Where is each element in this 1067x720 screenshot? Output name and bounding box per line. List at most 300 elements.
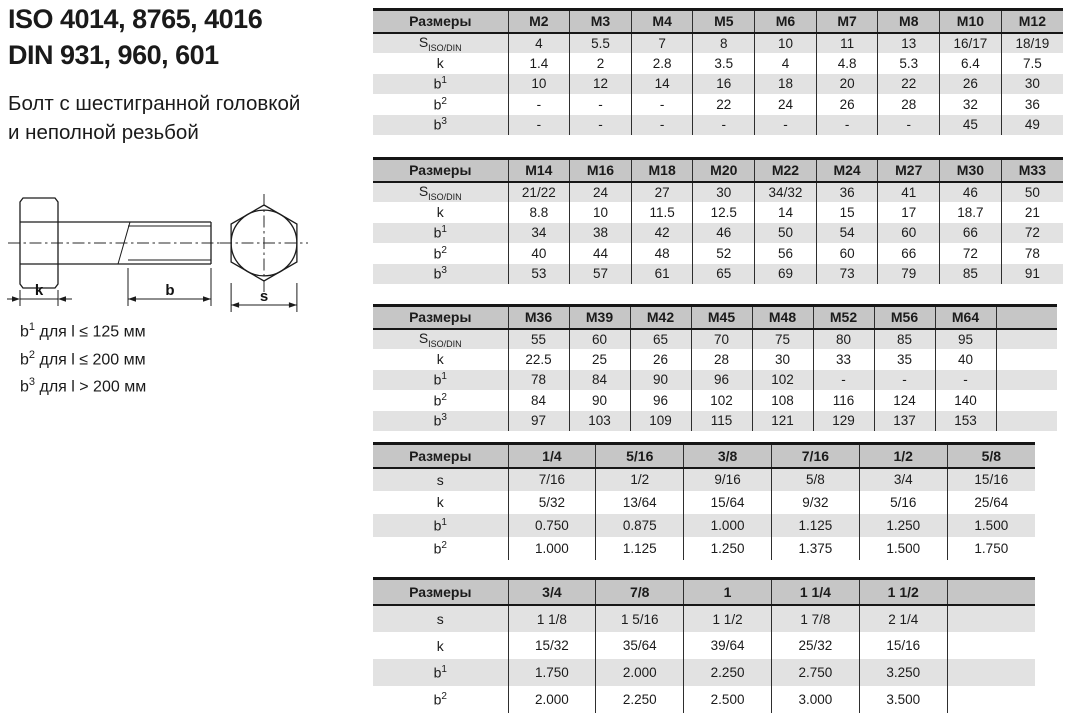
value-cell: 17 [878,202,940,223]
row-label-cell [373,53,508,74]
column-header-cell: M4 [631,10,693,33]
value-cell: 85 [874,329,935,350]
value-cell: 20 [816,74,878,95]
column-header-cell: 1/2 [859,444,947,468]
value-cell: - [874,370,935,391]
value-cell: 1.4 [508,53,570,74]
value-cell: 1.000 [684,514,772,537]
bolt-side-view [8,198,226,288]
row-label-cell [373,514,508,537]
value-cell: 1.500 [947,514,1035,537]
value-cell: 46 [940,182,1002,203]
value-cell: 40 [508,243,570,264]
footnote-b3: $b^3$ для l > 200 мм [20,376,147,396]
value-cell: 18.7 [940,202,1002,223]
row-label-sup: 2 [441,391,447,403]
row-label-cell [373,659,508,686]
row-label-base: b [433,117,442,134]
value-cell: 24 [570,182,632,203]
value-cell: 6.4 [940,53,1002,74]
value-cell: 14 [755,202,817,223]
value-cell: 78 [508,370,569,391]
value-cell [996,370,1057,391]
sizes-header-cell: Размеры [373,578,508,605]
spec-table-inch-threequarters-to-oneandhalf [373,577,1035,714]
value-cell: 96 [691,370,752,391]
value-cell: 22 [693,94,755,115]
table-row [373,605,1035,632]
spec-table-inch-quarter-to-fiveeighths [373,442,1035,560]
column-header-cell: M18 [631,159,693,182]
value-cell: 60 [569,329,630,350]
row-label-base: s [436,471,444,488]
table-row [373,202,1063,223]
value-cell: 3.500 [859,686,947,713]
value-cell: 7/16 [508,468,596,491]
row-label-base: S [418,182,429,199]
value-cell: 2.8 [631,53,693,74]
column-header-cell: 5/16 [596,444,684,468]
value-cell: 25/32 [771,632,859,659]
value-cell: 2.500 [684,686,772,713]
footnotes [20,318,146,401]
value-cell: 4.8 [816,53,878,74]
value-cell [996,349,1057,370]
value-cell: 79 [878,264,940,285]
table-row [373,243,1063,264]
value-cell: 7 [631,33,693,54]
value-cell: - [693,115,755,136]
value-cell: 2.250 [684,659,772,686]
value-cell: 16 [693,74,755,95]
value-cell: 75 [752,329,813,350]
value-cell: 8 [693,33,755,54]
column-header-cell: M2 [508,10,570,33]
value-cell: 153 [935,411,996,432]
value-cell: 26 [630,349,691,370]
value-cell: 38 [570,223,632,244]
value-cell: - [508,94,570,115]
spec-table-metric-m2-m12 [373,8,1063,135]
value-cell: 1.000 [508,537,596,560]
value-cell: 66 [940,223,1002,244]
value-cell: 18 [755,74,817,95]
value-cell: - [816,115,878,136]
value-cell: 90 [630,370,691,391]
table-header-row [373,10,1063,33]
value-cell: 9/16 [684,468,772,491]
table-header-row [373,578,1035,605]
value-cell: 8.8 [508,202,570,223]
row-label-base: k [436,204,444,221]
footnote-b2: $b^2$ для l ≤ 200 мм [20,348,146,369]
value-cell: 25 [569,349,630,370]
value-cell: 27 [631,182,693,203]
value-cell: 11 [816,33,878,54]
value-cell: 73 [816,264,878,285]
value-cell: 30 [693,182,755,203]
value-cell: 116 [813,390,874,411]
row-label-base: b [433,413,442,430]
value-cell: 21 [1001,202,1063,223]
title-din: DIN 931, 960, 601 [8,39,219,70]
value-cell: 15/32 [508,632,596,659]
value-cell: 2 1/4 [859,605,947,632]
table-row [373,223,1063,244]
row-label-sup: 1 [441,516,447,528]
column-header-cell: M12 [1001,10,1063,33]
table-header-row [373,159,1063,182]
value-cell: 108 [752,390,813,411]
value-cell: 103 [569,411,630,432]
value-cell [947,659,1035,686]
value-cell: 5/32 [508,491,596,514]
row-label-cell [373,537,508,560]
table-row [373,514,1035,537]
value-cell: 10 [570,202,632,223]
value-cell: 5.5 [570,33,632,54]
column-header-cell: M48 [752,306,813,329]
column-header-cell: M8 [878,10,940,33]
column-header-cell: 1 1/4 [771,578,859,605]
dimension-s [231,283,297,312]
row-label-sup: 3 [441,265,447,277]
value-cell: 1.750 [508,659,596,686]
row-label-base: b [433,76,442,93]
column-header-cell: 5/8 [947,444,1035,468]
value-cell: 11.5 [631,202,693,223]
column-header-cell [996,306,1057,329]
value-cell: 140 [935,390,996,411]
value-cell: 55 [508,329,569,350]
value-cell: 13 [878,33,940,54]
value-cell: 1/2 [596,468,684,491]
value-cell: 28 [878,94,940,115]
row-label-sup: 1 [441,664,447,676]
dimension-b [128,268,211,306]
value-cell: - [878,115,940,136]
row-label-sub: ISO/DIN [428,42,462,53]
value-cell: 15/16 [859,632,947,659]
value-cell: 15/64 [684,491,772,514]
row-label-sup: 1 [441,371,447,383]
footnote-b1: $b^1$ для l ≤ 125 мм [20,321,146,341]
value-cell: 14 [631,74,693,95]
value-cell: 1 1/8 [508,605,596,632]
value-cell: 3.250 [859,659,947,686]
value-cell: 39/64 [684,632,772,659]
table-row [373,329,1057,350]
value-cell: 50 [1001,182,1063,203]
row-label-sub: ISO/DIN [428,338,462,349]
value-cell: - [755,115,817,136]
value-cell: - [813,370,874,391]
table-row [373,491,1035,514]
table-row [373,349,1057,370]
dim-label-s: s [259,288,269,305]
row-label-base: b [433,96,442,113]
value-cell [996,329,1057,350]
row-label-base: b [433,664,442,681]
value-cell: 49 [1001,115,1063,136]
table-row [373,468,1035,491]
table-row [373,182,1063,203]
value-cell: 45 [940,115,1002,136]
value-cell: 1.750 [947,537,1035,560]
row-label-sup: 3 [441,412,447,424]
dimension-k [7,282,72,306]
row-label-cell [373,632,508,659]
row-label-base: S [418,33,429,50]
column-header-cell: M30 [940,159,1002,182]
value-cell: 78 [1001,243,1063,264]
column-header-cell: M39 [569,306,630,329]
row-label-cell [373,329,508,350]
row-label-base: s [436,611,444,627]
row-label-cell [373,182,508,203]
value-cell: 95 [935,329,996,350]
value-cell: 66 [878,243,940,264]
value-cell: 70 [691,329,752,350]
row-label-base: k [436,55,444,72]
value-cell: 84 [569,370,630,391]
value-cell: 30 [752,349,813,370]
table-row [373,537,1035,560]
value-cell: 56 [755,243,817,264]
value-cell: 21/22 [508,182,570,203]
column-header-cell: 1 [684,578,772,605]
row-label-cell [373,686,508,713]
value-cell: 33 [813,349,874,370]
value-cell: 44 [570,243,632,264]
row-label-base: b [433,245,442,262]
table-row [373,659,1035,686]
row-label-sup: 2 [441,691,447,703]
value-cell: 61 [631,264,693,285]
value-cell: 22.5 [508,349,569,370]
column-header-cell: M42 [630,306,691,329]
value-cell: 5.3 [878,53,940,74]
value-cell: 22 [878,74,940,95]
row-label-base: b [433,266,442,283]
value-cell: 1 5/16 [596,605,684,632]
row-label-cell [373,370,508,391]
spec-table-metric-m14-m33 [373,157,1063,284]
value-cell [996,390,1057,411]
tables-column [373,0,1067,713]
row-label-cell [373,605,508,632]
row-label-cell [373,243,508,264]
value-cell: 3.000 [771,686,859,713]
value-cell: 97 [508,411,569,432]
row-label-sup: 1 [441,75,447,87]
row-label-base: b [433,392,442,409]
row-label-base: b [433,372,442,389]
value-cell: 1.375 [771,537,859,560]
value-cell: 0.875 [596,514,684,537]
value-cell: 1 1/2 [684,605,772,632]
value-cell: 18/19 [1001,33,1063,54]
value-cell: 102 [691,390,752,411]
value-cell: 121 [752,411,813,432]
value-cell: 90 [569,390,630,411]
bolt-technical-drawing [6,186,316,326]
column-header-cell: 3/8 [684,444,772,468]
column-header-cell: M24 [816,159,878,182]
column-header-cell: M10 [940,10,1002,33]
value-cell: 1.250 [859,514,947,537]
column-header-cell: M52 [813,306,874,329]
row-label-base: b [433,225,442,242]
value-cell: 1 7/8 [771,605,859,632]
value-cell: 1.125 [771,514,859,537]
column-header-cell: M33 [1001,159,1063,182]
value-cell: 13/64 [596,491,684,514]
title-iso: ISO 4014, 8765, 4016 [8,4,263,34]
value-cell: 84 [508,390,569,411]
value-cell: 57 [570,264,632,285]
value-cell: 24 [755,94,817,115]
value-cell: 1.125 [596,537,684,560]
value-cell: - [570,115,632,136]
table-row [373,370,1057,391]
value-cell: 2.000 [508,686,596,713]
sizes-header-cell: Размеры [373,10,508,33]
value-cell: 10 [755,33,817,54]
value-cell: - [631,94,693,115]
value-cell: 54 [816,223,878,244]
column-header-cell: M36 [508,306,569,329]
row-label-sup: 1 [441,224,447,236]
table-row [373,115,1063,136]
value-cell: 1.500 [859,537,947,560]
value-cell: 48 [631,243,693,264]
value-cell: 15/16 [947,468,1035,491]
value-cell: 46 [693,223,755,244]
value-cell: 2.250 [596,686,684,713]
value-cell: 72 [1001,223,1063,244]
value-cell: 53 [508,264,570,285]
value-cell: 34/32 [755,182,817,203]
column-header-cell: M7 [816,10,878,33]
value-cell: 65 [630,329,691,350]
value-cell: 52 [693,243,755,264]
column-header-cell: 3/4 [508,578,596,605]
table-header-row [373,306,1057,329]
value-cell: 4 [755,53,817,74]
value-cell: 26 [816,94,878,115]
column-header-cell: M45 [691,306,752,329]
left-panel [0,0,372,720]
column-header-cell: M56 [874,306,935,329]
column-header-cell: M6 [755,10,817,33]
value-cell: 15 [816,202,878,223]
row-label-base: S [418,329,429,346]
row-label-base: k [436,494,444,510]
table-row [373,390,1057,411]
value-cell: - [508,115,570,136]
table-row [373,411,1057,432]
column-header-cell: M27 [878,159,940,182]
value-cell: 124 [874,390,935,411]
sizes-header-cell: Размеры [373,444,508,468]
column-header-cell: M5 [693,10,755,33]
value-cell: 80 [813,329,874,350]
dim-label-k: k [34,282,44,299]
value-cell: 9/32 [771,491,859,514]
value-cell: 102 [752,370,813,391]
value-cell: 2.750 [771,659,859,686]
table-row [373,264,1063,285]
value-cell: 16/17 [940,33,1002,54]
value-cell: 69 [755,264,817,285]
value-cell: - [570,94,632,115]
value-cell [947,605,1035,632]
value-cell: 0.750 [508,514,596,537]
value-cell: 91 [1001,264,1063,285]
row-label-base: k [436,351,444,368]
value-cell: 50 [755,223,817,244]
value-cell: 32 [940,94,1002,115]
column-header-cell: 1/4 [508,444,596,468]
row-label-sup: 2 [441,244,447,256]
table-header-row [373,444,1035,468]
sizes-header-cell: Размеры [373,306,508,329]
value-cell: 12 [570,74,632,95]
value-cell [947,686,1035,713]
page-title [8,2,262,74]
row-label-cell [373,349,508,370]
bolt-drawing-svg [6,186,312,322]
value-cell: 28 [691,349,752,370]
value-cell: 34 [508,223,570,244]
table-row [373,53,1063,74]
value-cell: 65 [693,264,755,285]
column-header-cell: M64 [935,306,996,329]
row-label-sup: 2 [441,539,447,551]
value-cell: - [631,115,693,136]
column-header-cell [947,578,1035,605]
value-cell: 2.000 [596,659,684,686]
column-header-cell: M16 [570,159,632,182]
column-header-cell: M20 [693,159,755,182]
subtitle-line-1: Болт с шестигранной головкой [8,92,301,115]
sizes-header-cell: Размеры [373,159,508,182]
column-header-cell: 1 1/2 [859,578,947,605]
value-cell: 3.5 [693,53,755,74]
page-subtitle [8,90,300,147]
value-cell: 35 [874,349,935,370]
value-cell: 5/16 [859,491,947,514]
value-cell: 5/8 [771,468,859,491]
dim-label-b: b [165,282,175,299]
value-cell: 4 [508,33,570,54]
row-label-base: b [433,691,442,708]
column-header-cell: 7/16 [771,444,859,468]
table-row [373,74,1063,95]
row-label-sup: 2 [441,95,447,107]
value-cell: 96 [630,390,691,411]
column-header-cell: M3 [570,10,632,33]
value-cell: 85 [940,264,1002,285]
value-cell: 129 [813,411,874,432]
spec-table-metric-m36-m64 [373,304,1057,431]
value-cell: 60 [878,223,940,244]
row-label-base: b [433,540,442,557]
value-cell [996,411,1057,432]
value-cell: 3/4 [859,468,947,491]
row-label-cell [373,390,508,411]
